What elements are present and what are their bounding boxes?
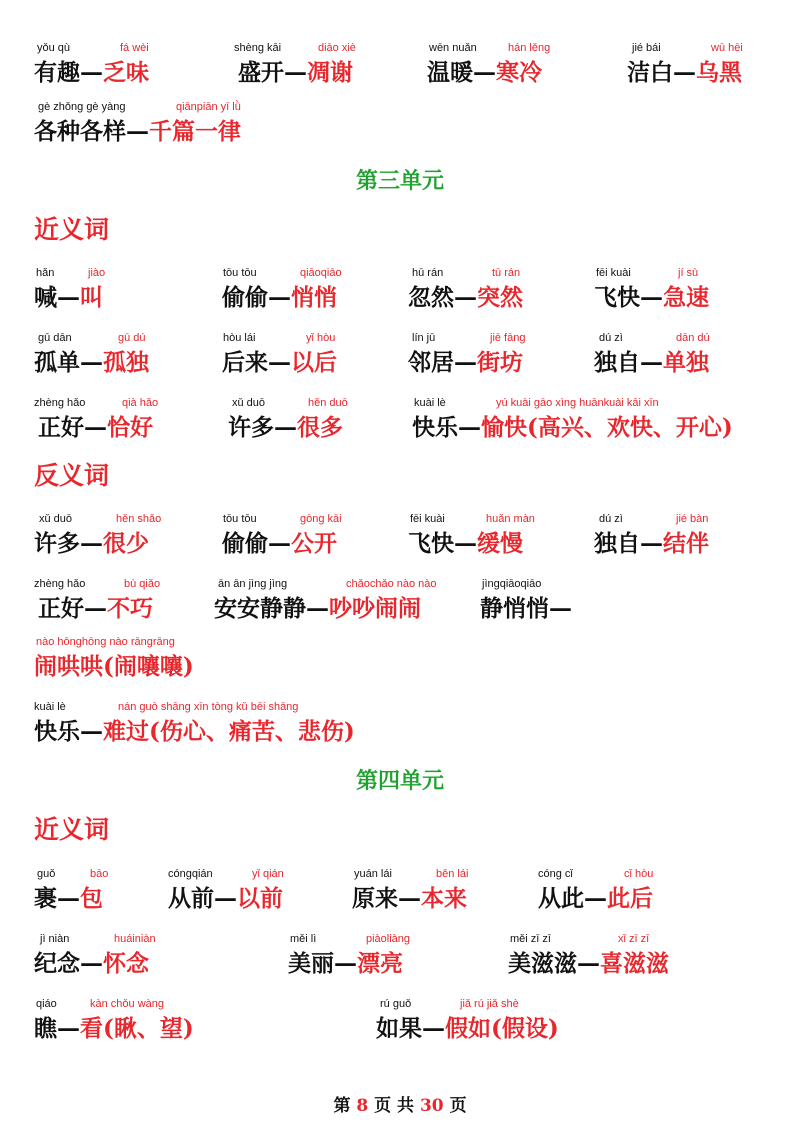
word-pair [34, 332, 149, 377]
word: 美滋滋— [508, 950, 600, 977]
pinyin-answer: hěn duō [308, 397, 348, 409]
word-answer: 乌黑 [696, 59, 742, 86]
word-pair [34, 513, 162, 558]
word-answer: 闹哄哄(闹嚷嚷) [34, 653, 194, 680]
page-total: 30 [419, 1096, 444, 1116]
pinyin-answer: nào hōnghōng nào rāngrāng [36, 636, 175, 648]
word: 快乐— [412, 414, 481, 441]
pinyin-answer: xǐ zī zī [618, 933, 650, 945]
footer-middle: 页 共 [374, 1096, 415, 1116]
pinyin: fēi kuài [596, 267, 631, 279]
word-pair [34, 578, 161, 623]
word-pair [34, 42, 149, 87]
pinyin: guǒ [37, 868, 56, 880]
pinyin: yuán lái [354, 868, 392, 880]
word-pair [594, 332, 709, 377]
pinyin-answer: hán lěng [508, 42, 551, 54]
pinyin: rú guǒ [380, 998, 412, 1010]
word-answer: 单独 [663, 349, 709, 376]
pinyin: fēi kuài [410, 513, 445, 525]
synonyms-heading: 近义词 [34, 815, 110, 844]
pinyin: hū rán [412, 267, 444, 279]
word: 正好— [38, 595, 107, 622]
pinyin: jìngqiāoqiāo [482, 578, 542, 590]
word-pair [408, 513, 535, 558]
word: 安安静静— [214, 595, 329, 622]
pinyin-answer: huáiniàn [114, 933, 156, 945]
pinyin: dú zì [599, 513, 623, 525]
pinyin-answer: kàn chǒu wàng [90, 998, 164, 1010]
word-pair [34, 267, 106, 312]
footer-suffix: 页 [449, 1096, 467, 1116]
word: 静悄悄— [480, 595, 572, 622]
word-pair [408, 267, 523, 312]
word-answer: 急速 [663, 284, 709, 311]
word-pair [627, 42, 742, 87]
word-pair [427, 42, 551, 87]
pinyin: tōu tōu [223, 513, 257, 525]
pinyin-answer: jiào [88, 267, 106, 279]
word-pair [214, 578, 437, 623]
pinyin: jì niàn [40, 933, 70, 945]
pinyin-answer: jiǎ rú jiǎ shè [460, 998, 519, 1010]
word-answer: 悄悄 [291, 284, 337, 311]
word-pair [34, 101, 241, 146]
word-answer: 喜滋滋 [600, 950, 669, 977]
word-answer: 千篇一律 [149, 118, 241, 145]
word: 许多— [34, 530, 103, 557]
word-answer: 孤独 [103, 349, 149, 376]
pinyin: shèng kāi [234, 42, 282, 54]
pinyin-answer: gōng kāi [300, 513, 342, 525]
word-answer: 以前 [237, 885, 283, 912]
word-pair [376, 998, 559, 1043]
word: 忽然— [408, 284, 477, 311]
word-answer: 缓慢 [477, 530, 523, 557]
word: 美丽— [288, 950, 357, 977]
word: 从前— [168, 885, 237, 912]
word: 盛开— [238, 59, 307, 86]
word: 各种各样— [34, 118, 149, 145]
word-answer: 看(瞅、望) [80, 1015, 194, 1042]
pinyin: zhèng hǎo [34, 578, 86, 590]
pinyin-answer: yú kuài gāo xìng huānkuài kāi xīn [496, 397, 659, 409]
word-pair [34, 998, 194, 1043]
word-answer: 叫 [80, 284, 103, 311]
word-answer: 漂亮 [357, 950, 403, 977]
pinyin-answer: jí sù [678, 267, 699, 279]
word-pair [228, 397, 348, 442]
word-answer: 很多 [297, 414, 343, 441]
pinyin: gè zhǒng gè yàng [38, 101, 126, 113]
word-pair [34, 933, 156, 978]
pinyin-answer: wū hēi [711, 42, 743, 54]
word-pair [34, 701, 355, 746]
word-answer: 很少 [103, 530, 149, 557]
word: 有趣— [34, 59, 103, 86]
word: 温暖— [427, 59, 496, 86]
pinyin: kuài lè [34, 701, 66, 713]
pinyin-answer: tū rán [492, 267, 521, 279]
word-answer: 凋谢 [307, 59, 353, 86]
word: 正好— [38, 414, 107, 441]
pinyin-answer: yǐ qián [252, 868, 284, 880]
word: 许多— [228, 414, 297, 441]
pinyin-answer: qià hǎo [122, 397, 159, 409]
pinyin: jié bái [632, 42, 661, 54]
pinyin: tōu tōu [223, 267, 257, 279]
pinyin: xǔ duō [232, 397, 266, 409]
word-pair [538, 868, 653, 913]
unit-title: 第三单元 [355, 168, 444, 194]
word-pair [234, 42, 356, 87]
word-answer: 突然 [477, 284, 523, 311]
pinyin-answer: huǎn màn [486, 513, 535, 525]
pinyin: ān ān jìng jìng [218, 578, 288, 590]
word-pair [222, 267, 342, 312]
page-footer [0, 1094, 800, 1118]
word-pair [222, 332, 337, 377]
pinyin-answer: qiānpiān yī lǜ [176, 101, 241, 113]
word-answer: 不巧 [107, 595, 153, 622]
word: 偷偷— [222, 284, 291, 311]
pinyin: dú zì [599, 332, 623, 344]
pinyin: cóngqián [168, 868, 213, 880]
pinyin-answer: nán guò shāng xīn tòng kǔ bēi shāng [118, 701, 299, 713]
pinyin: hòu lái [223, 332, 256, 344]
pinyin: yǒu qù [37, 42, 71, 54]
word: 孤单— [34, 349, 103, 376]
word-pair [34, 636, 194, 681]
pinyin: měi zī zī [510, 933, 551, 945]
pinyin: xǔ duō [39, 513, 73, 525]
word: 喊— [34, 284, 80, 311]
word: 独自— [594, 530, 663, 557]
word-answer: 恰好 [107, 414, 153, 441]
pinyin-answer: dān dú [676, 332, 710, 344]
pinyin-answer: bù qiǎo [124, 578, 161, 590]
word-pair [594, 267, 709, 312]
word: 纪念— [34, 950, 103, 977]
word-answer: 难过(伤心、痛苦、悲伤) [103, 718, 355, 745]
word: 原来— [352, 885, 421, 912]
pinyin: hǎn [36, 267, 55, 279]
word-pair [412, 397, 733, 442]
word: 裹— [34, 885, 80, 912]
word-answer: 结伴 [663, 530, 709, 557]
pinyin-answer: jiē fāng [490, 332, 526, 344]
pinyin: kuài lè [414, 397, 446, 409]
pinyin: cóng cǐ [538, 868, 573, 880]
word: 邻居— [408, 349, 477, 376]
word-answer: 本来 [421, 885, 467, 912]
word: 独自— [594, 349, 663, 376]
pinyin-answer: jié bàn [676, 513, 709, 525]
word: 瞧— [34, 1015, 80, 1042]
page-number: 8 [356, 1096, 369, 1116]
pinyin-answer: yǐ hòu [306, 332, 336, 344]
pinyin: měi lì [290, 933, 317, 945]
synonyms-heading: 近义词 [34, 215, 110, 244]
unit-title: 第四单元 [355, 768, 444, 794]
word-pair [408, 332, 526, 377]
word-pair [288, 933, 411, 978]
pinyin-answer: chǎochǎo nào nào [346, 578, 437, 590]
word-pair [352, 868, 467, 913]
pinyin-answer: piàoliàng [366, 933, 411, 945]
pinyin-answer: gū dú [118, 332, 146, 344]
word-answer: 以后 [291, 349, 337, 376]
word: 飞快— [594, 284, 663, 311]
word-answer: 乏味 [103, 59, 149, 86]
word: 如果— [376, 1015, 445, 1042]
word-pair [508, 933, 669, 978]
word-answer: 怀念 [103, 950, 149, 977]
word: 从此— [538, 885, 607, 912]
word: 飞快— [408, 530, 477, 557]
pinyin: wēn nuǎn [429, 42, 477, 54]
pinyin: lín jū [412, 332, 436, 344]
word-answer: 公开 [291, 530, 337, 557]
word-answer: 假如(假设) [445, 1015, 559, 1042]
word: 洁白— [627, 59, 696, 86]
word-pair [34, 868, 109, 913]
word-answer: 包 [80, 885, 103, 912]
word-answer: 愉快(高兴、欢快、开心) [481, 414, 733, 441]
pinyin-answer: qiāoqiāo [300, 267, 342, 279]
antonyms-heading: 反义词 [34, 461, 110, 490]
pinyin-answer: diāo xiè [318, 42, 356, 54]
pinyin: gū dān [38, 332, 72, 344]
word: 后来— [222, 349, 291, 376]
word-pair [34, 397, 159, 442]
pinyin-answer: bāo [90, 868, 109, 880]
pinyin-answer: fá wèi [120, 42, 149, 54]
word-answer: 寒冷 [496, 59, 542, 86]
word-pair [168, 868, 283, 913]
word-pair [594, 513, 709, 558]
word: 快乐— [34, 718, 103, 745]
footer-prefix: 第 [333, 1096, 351, 1116]
pinyin-answer: cǐ hòu [624, 868, 654, 880]
pinyin: zhèng hǎo [34, 397, 86, 409]
word-answer: 街坊 [477, 349, 523, 376]
pinyin: qiáo [36, 998, 57, 1010]
word-pair [222, 513, 342, 558]
word-answer: 此后 [607, 885, 653, 912]
word-pair [480, 578, 572, 623]
word-answer: 吵吵闹闹 [329, 595, 421, 622]
pinyin-answer: běn lái [436, 868, 469, 880]
pinyin-answer: hěn shǎo [116, 513, 162, 525]
word: 偷偷— [222, 530, 291, 557]
